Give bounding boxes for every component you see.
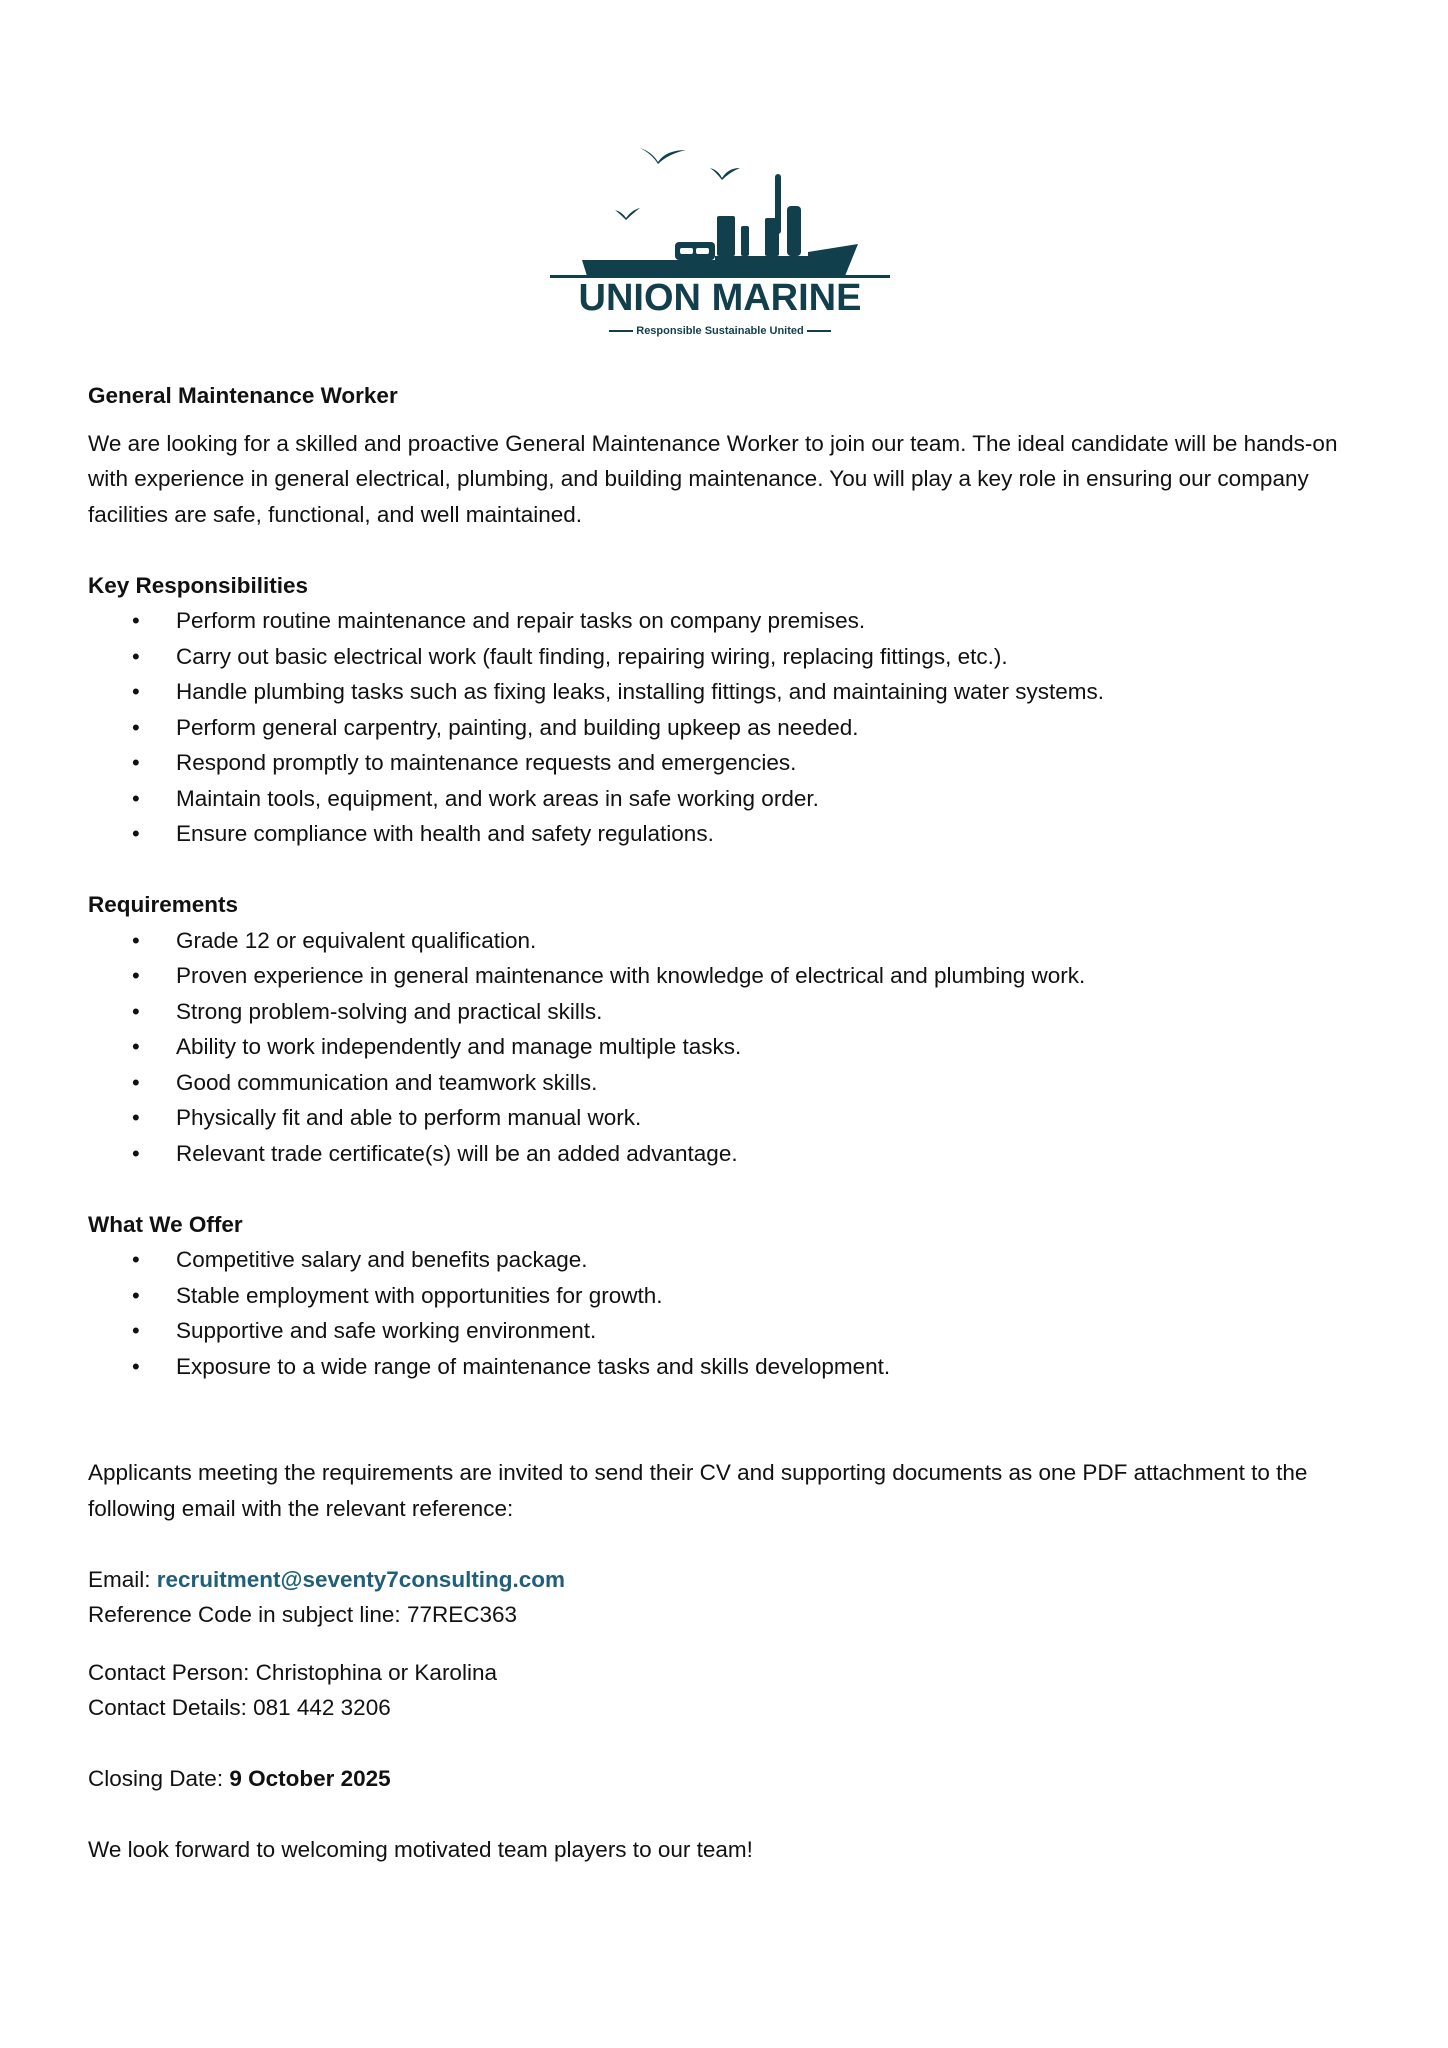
email-link[interactable]: recruitment@seventy7consulting.com — [156, 1566, 566, 1592]
section-heading-requirements: Requirements — [88, 892, 239, 917]
list-item: • Perform routine maintenance and repair tasks on company premises. — [88, 603, 1368, 639]
bullet-icon: • — [132, 1353, 140, 1379]
bullet-icon: • — [132, 998, 140, 1024]
list-item: • Physically fit and able to perform manual work. — [88, 1100, 1368, 1136]
closing-date-label: Closing Date: — [88, 1766, 230, 1791]
list-item: • Supportive and safe working environment. — [88, 1313, 1368, 1349]
spacer — [88, 1797, 1368, 1833]
contact-person-line — [88, 1655, 1368, 1691]
responsibilities-list — [88, 603, 1368, 852]
company-name-first: UNION — [578, 277, 701, 319]
tagline-dash-right — [807, 330, 831, 332]
job-title: General Maintenance Worker — [88, 383, 398, 408]
list-item: • Handle plumbing tasks such as fixing leaks, installing fittings, and maintaining water systems. — [88, 674, 1368, 710]
section-heading-responsibilities: Key Responsibilities — [88, 572, 309, 598]
contact-details-label: Contact Details: — [88, 1695, 254, 1720]
closing-message: We look forward to welcoming motivated team players to our team! — [88, 1837, 753, 1862]
list-item: • Respond promptly to maintenance requests and emergencies. — [88, 745, 1368, 781]
list-item: • Carry out basic electrical work (fault finding, repairing wiring, replacing fittings, etc.). — [88, 639, 1368, 675]
ship-with-birds-icon — [540, 128, 900, 278]
bullet-icon: • — [132, 714, 140, 740]
bullet-icon: • — [132, 1318, 140, 1343]
job-intro: We are looking for a skilled and proactive General Maintenance Worker to join our team. The ideal candidate will be hands-on with experience in general electrical, plumbing, and building maintenance. You will play a key role in ensuring our company facilities are safe, functional, and well maintained. — [88, 430, 1338, 527]
email-label: Email: — [88, 1566, 157, 1592]
reference-label: Reference Code in subject line: — [88, 1602, 407, 1627]
closing-date-line — [88, 1761, 1368, 1797]
list-item: • Relevant trade certificate(s) will be an added advantage. — [88, 1136, 1368, 1172]
bullet-icon: • — [132, 679, 140, 704]
list-item: • Strong problem-solving and practical skills. — [88, 994, 1368, 1030]
reference-code: 77REC363 — [406, 1602, 518, 1627]
list-item: • Competitive salary and benefits package. — [88, 1242, 1368, 1278]
email-line — [88, 1562, 1368, 1598]
bullet-icon: • — [132, 750, 140, 775]
bullet-icon: • — [132, 1140, 140, 1166]
list-item: • Good communication and teamwork skills. — [88, 1065, 1368, 1101]
list-item: • Ensure compliance with health and safety regulations. — [88, 816, 1368, 852]
list-item: • Ability to work independently and manage multiple tasks. — [88, 1029, 1368, 1065]
bullet-icon: • — [132, 1105, 140, 1130]
bullet-icon: • — [132, 643, 140, 669]
list-item: • Stable employment with opportunities for growth. — [88, 1278, 1368, 1314]
company-name-second: MARINE — [711, 277, 862, 319]
bullet-icon: • — [132, 1034, 140, 1059]
bullet-icon: • — [132, 927, 140, 953]
bullet-icon: • — [132, 608, 140, 633]
contact-phone: 081 442 3206 — [253, 1695, 391, 1720]
section-heading-offer: What We Offer — [88, 1211, 243, 1237]
tagline-dash-left — [609, 330, 633, 332]
section-offer — [88, 1207, 1368, 1385]
reference-line — [88, 1597, 1368, 1633]
bullet-icon: • — [132, 1282, 140, 1308]
list-item: • Maintain tools, equipment, and work areas in safe working order. — [88, 781, 1368, 817]
list-item: • Proven experience in general maintenance with knowledge of electrical and plumbing work. — [88, 958, 1368, 994]
application-instructions: Applicants meeting the requirements are invited to send their CV and supporting documents as one PDF attachment to the following email with the relevant reference: — [88, 1460, 1308, 1521]
bullet-icon: • — [132, 821, 140, 846]
bullet-icon: • — [132, 1247, 140, 1272]
closing-date: 9 October 2025 — [229, 1766, 391, 1791]
bullet-icon: • — [132, 963, 140, 988]
contact-person-label: Contact Person: — [88, 1659, 256, 1685]
job-posting-content — [88, 378, 1368, 1868]
list-item: • Perform general carpentry, painting, and building upkeep as needed. — [88, 710, 1368, 746]
offer-list — [88, 1242, 1368, 1384]
list-item: • Exposure to a wide range of maintenance tasks and skills development. — [88, 1349, 1368, 1385]
contact-person: Christophina or Karolina — [255, 1659, 497, 1685]
requirements-list — [88, 923, 1368, 1172]
spacer — [88, 1726, 1368, 1762]
section-requirements — [88, 887, 1368, 1171]
company-name — [540, 278, 900, 318]
contact-details-line — [88, 1690, 1368, 1726]
company-logo — [540, 128, 900, 348]
bullet-icon: • — [132, 785, 140, 811]
section-responsibilities — [88, 568, 1368, 852]
tagline-text: Responsible Sustainable United — [636, 325, 804, 337]
company-tagline — [540, 324, 900, 338]
spacer — [88, 1633, 1368, 1655]
bullet-icon: • — [132, 1069, 140, 1095]
list-item: • Grade 12 or equivalent qualification. — [88, 923, 1368, 959]
